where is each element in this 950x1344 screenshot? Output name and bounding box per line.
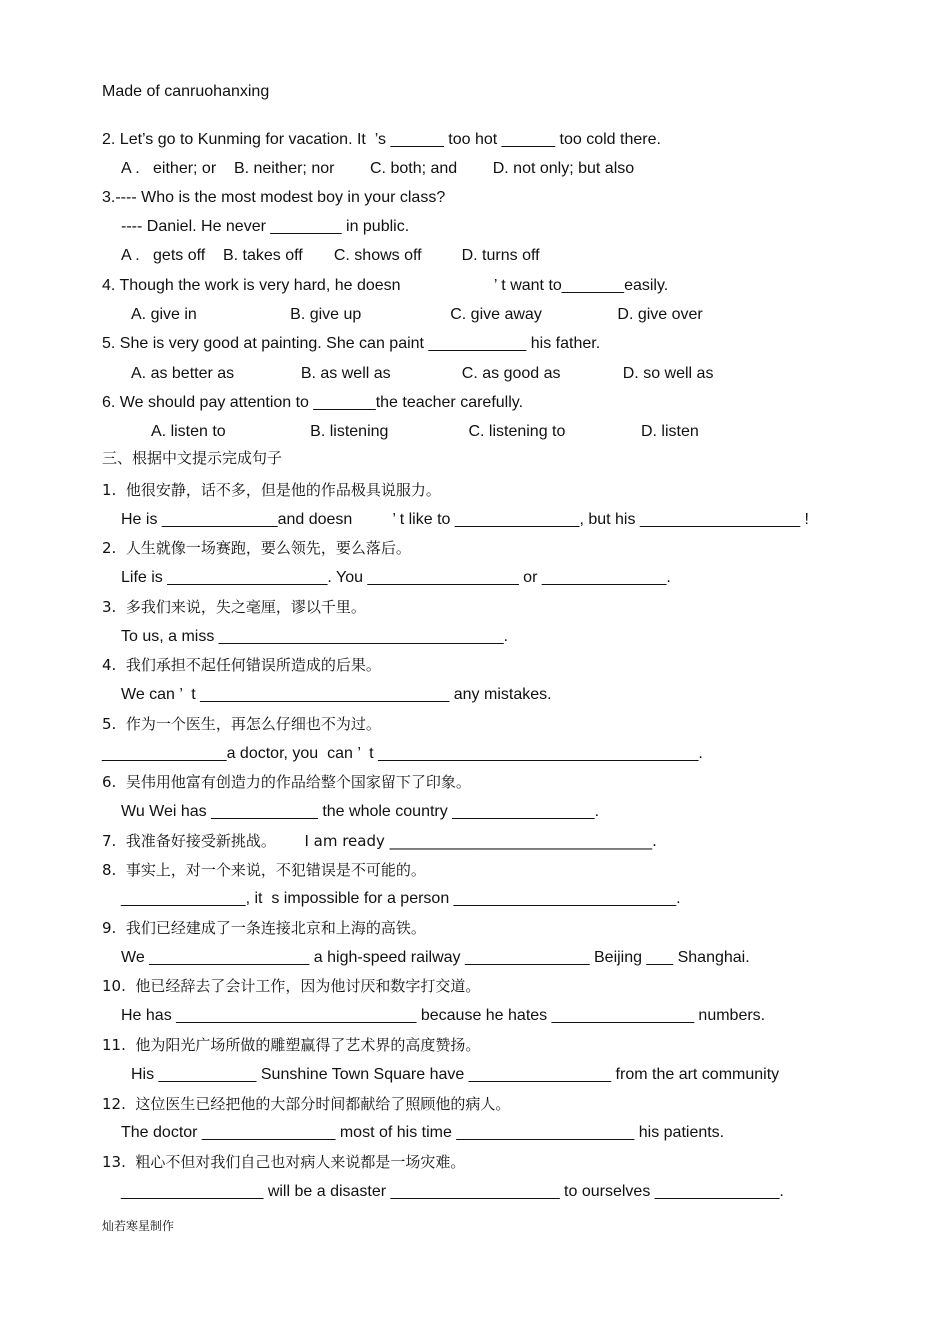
sentence-7-prompt: 7. 我准备好接受新挑战。 I am ready ___________________________________. xyxy=(102,832,657,850)
sentence-3-prompt: 3. 多我们来说，失之毫厘，谬以千里。 xyxy=(102,598,366,616)
sentence-10-blank: He has ___________________________ because he hates ________________ numbers. xyxy=(121,1007,766,1024)
question-6: 6. We should pay attention to _______the teacher carefully. xyxy=(102,394,524,411)
sentence-11-prompt: 11. 他为阳光广场所做的雕塑赢得了艺术界的高度赞扬。 xyxy=(102,1036,481,1054)
question-4: 4. Though the work is very hard, he doesn ’ t want to_______easily. xyxy=(102,277,669,294)
question-6-options: A. listen to B. listening C. listening to D. listen xyxy=(151,423,699,440)
sentence-12-blank: The doctor _______________ most of his time ____________________ his patients. xyxy=(121,1124,725,1141)
question-2-options: A . either; or B. neither; nor C. both; and D. not only; but also xyxy=(121,160,635,177)
question-5: 5. She is very good at painting. She can paint ___________ his father. xyxy=(102,335,601,352)
sentence-8-blank: ______________, it s impossible for a person _________________________. xyxy=(121,890,681,907)
sentence-4-prompt: 4. 我们承担不起任何错误所造成的后果。 xyxy=(102,656,381,674)
sentence-9-blank: We __________________ a high-speed railway ______________ Beijing ___ Shanghai. xyxy=(121,949,750,966)
sentence-11-blank: His ___________ Sunshine Town Square have ________________ from the art community xyxy=(131,1066,780,1083)
sentence-1-prompt: 1. 他很安静，话不多，但是他的作品极具说服力。 xyxy=(102,481,441,499)
question-3-options: A . gets off B. takes off C. shows off D. turns off xyxy=(121,247,540,264)
sentence-9-prompt: 9. 我们已经建成了一条连接北京和上海的高铁。 xyxy=(102,919,426,937)
question-5-options: A. as better as B. as well as C. as good as D. so well as xyxy=(131,365,714,382)
sentence-13-prompt: 13. 粗心不但对我们自己也对病人来说都是一场灾难。 xyxy=(102,1153,466,1171)
sentence-5-blank: ______________a doctor, you can ’ t ____________________________________. xyxy=(102,745,703,762)
question-2: 2. Let’s go to Kunming for vacation. It ’s ______ too hot ______ too cold there. xyxy=(102,131,661,148)
sentence-5-prompt: 5. 作为一个医生，再怎么仔细也不为过。 xyxy=(102,715,381,733)
sentence-4-blank: We can ’ t ____________________________ any mistakes. xyxy=(121,686,552,703)
question-4-options: A. give in B. give up C. give away D. give over xyxy=(131,306,703,323)
document-header: Made of canruohanxing xyxy=(102,83,270,100)
sentence-6-prompt: 6. 吴伟用他富有创造力的作品给整个国家留下了印象。 xyxy=(102,773,471,791)
sentence-13-blank: ________________ will be a disaster ___________________ to ourselves ______________. xyxy=(121,1183,784,1200)
sentence-10-prompt: 10. 他已经辞去了会计工作，因为他讨厌和数字打交道。 xyxy=(102,977,481,995)
sentence-6-blank: Wu Wei has ____________ the whole country ________________. xyxy=(121,803,600,820)
sentence-2-prompt: 2. 人生就像一场赛跑，要么领先，要么落后。 xyxy=(102,539,411,557)
sentence-1-blank: He is _____________and doesn ’ t like to ______________, but his __________________ ! xyxy=(121,511,809,528)
sentence-2-blank: Life is __________________. You _________________ or ______________. xyxy=(121,569,671,586)
sentence-12-prompt: 12. 这位医生已经把他的大部分时间都献给了照顾他的病人。 xyxy=(102,1095,511,1113)
question-3: 3.---- Who is the most modest boy in your class? xyxy=(102,189,446,206)
question-3-answer: ---- Daniel. He never ________ in public. xyxy=(121,218,410,235)
page-footer: 灿若寒星制作 xyxy=(102,1219,175,1233)
sentence-3-blank: To us, a miss ________________________________. xyxy=(121,628,508,645)
sentence-8-prompt: 8. 事实上，对一个来说，不犯错误是不可能的。 xyxy=(102,861,426,879)
section-title: 三、根据中文提示完成句子 xyxy=(102,449,283,467)
